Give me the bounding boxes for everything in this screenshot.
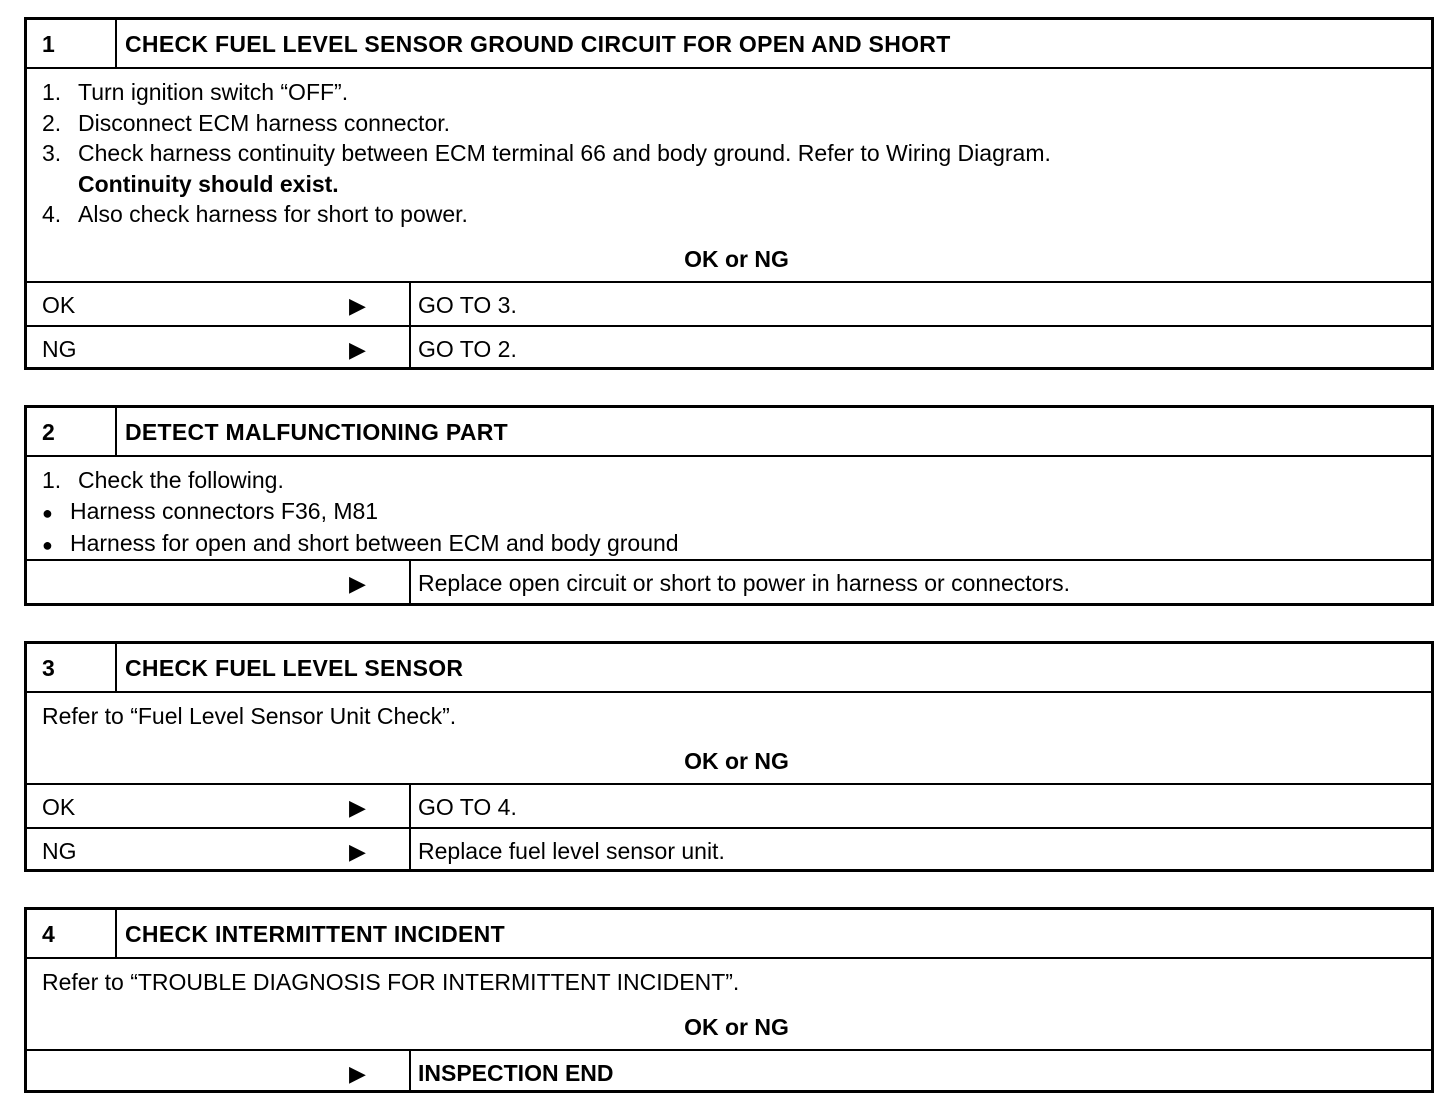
step-3 (24, 641, 1434, 872)
step-body (27, 67, 1431, 281)
instruction-line (42, 465, 1431, 496)
result-action: GO TO 3. (418, 292, 517, 318)
step-number: 4 (27, 910, 117, 957)
instruction-line (42, 138, 1431, 169)
result-row-ok (27, 783, 1431, 827)
result-action: Replace open circuit or short to power in harness or connectors. (418, 570, 1070, 596)
arrow-right-icon: ▶ (349, 571, 366, 596)
result-row (27, 559, 1431, 603)
result-condition-cell (27, 327, 411, 369)
item-number: 4. (42, 201, 62, 227)
result-condition: NG (42, 336, 77, 362)
item-number: 2. (42, 109, 62, 136)
instruction-text: Refer to “TROUBLE DIAGNOSIS FOR INTERMITTENT INCIDENT”. (42, 969, 740, 995)
instruction-text: Disconnect ECM harness connector. (78, 109, 451, 136)
ok-or-ng-label: OK or NG (684, 245, 789, 272)
result-row (27, 1049, 1431, 1093)
bullet-text: Harness connectors F36, M81 (70, 497, 379, 524)
step-number: 1 (27, 20, 117, 67)
instruction-text: Turn ignition switch “OFF”. (78, 79, 349, 105)
ok-or-ng-label: OK or NG (684, 747, 789, 774)
arrow-right-icon: ▶ (349, 795, 366, 820)
step-title: CHECK FUEL LEVEL SENSOR (125, 655, 464, 681)
result-row-ng (27, 827, 1431, 871)
instruction-text: Refer to “Fuel Level Sensor Unit Check”. (42, 703, 457, 729)
step-title: DETECT MALFUNCTIONING PART (125, 419, 509, 445)
step-number: 2 (27, 408, 117, 455)
step-header (27, 408, 1431, 455)
item-number: 1. (42, 79, 62, 105)
step-4 (24, 907, 1434, 1093)
result-condition-cell (27, 785, 411, 827)
result-action: GO TO 2. (418, 336, 517, 362)
bullet-line (42, 528, 1431, 561)
result-action: Replace fuel level sensor unit. (418, 838, 725, 864)
bullet-text: Harness for open and short between ECM and body ground (70, 530, 679, 556)
instruction-line (42, 77, 1431, 108)
instruction-text: Also check harness for short to power. (78, 201, 468, 227)
arrow-right-icon: ▶ (349, 293, 366, 318)
bullet-line (42, 496, 1431, 529)
item-number: 1. (42, 467, 62, 493)
result-condition-cell (27, 829, 411, 871)
arrow-right-icon: ▶ (349, 337, 366, 362)
step-title: CHECK FUEL LEVEL SENSOR GROUND CIRCUIT FOR OPEN AND SHORT (125, 31, 951, 57)
continuity-requirement: Continuity should exist. (78, 170, 339, 197)
result-condition: NG (42, 838, 77, 864)
instruction-text: Check the following. (78, 467, 284, 493)
arrow-right-icon: ▶ (349, 839, 366, 864)
step-body (27, 455, 1431, 559)
result-row-ng (27, 325, 1431, 369)
step-2 (24, 405, 1434, 606)
bullet-icon: ● (42, 535, 53, 555)
step-body (27, 957, 1431, 1049)
step-number: 3 (27, 644, 117, 691)
step-header (27, 910, 1431, 957)
step-1 (24, 17, 1434, 370)
result-condition: OK (42, 794, 76, 820)
instruction-text: Check harness continuity between ECM terminal 66 and body ground. Refer to Wiring Diagram. (78, 140, 1051, 166)
arrow-right-icon: ▶ (349, 1061, 366, 1086)
instruction-line (42, 199, 1431, 230)
step-header (27, 644, 1431, 691)
result-condition-cell (27, 561, 411, 603)
step-body (27, 691, 1431, 783)
result-row-ok (27, 281, 1431, 325)
result-condition-cell (27, 283, 411, 325)
item-number: 3. (42, 140, 62, 166)
step-header (27, 20, 1431, 67)
result-condition-cell (27, 1051, 411, 1093)
ok-or-ng-label: OK or NG (684, 1013, 789, 1040)
step-title: CHECK INTERMITTENT INCIDENT (125, 921, 505, 947)
result-condition: OK (42, 292, 76, 318)
result-action: GO TO 4. (418, 794, 517, 820)
instruction-line (42, 108, 1431, 139)
result-action: INSPECTION END (418, 1060, 614, 1086)
bullet-icon: ● (42, 502, 53, 523)
